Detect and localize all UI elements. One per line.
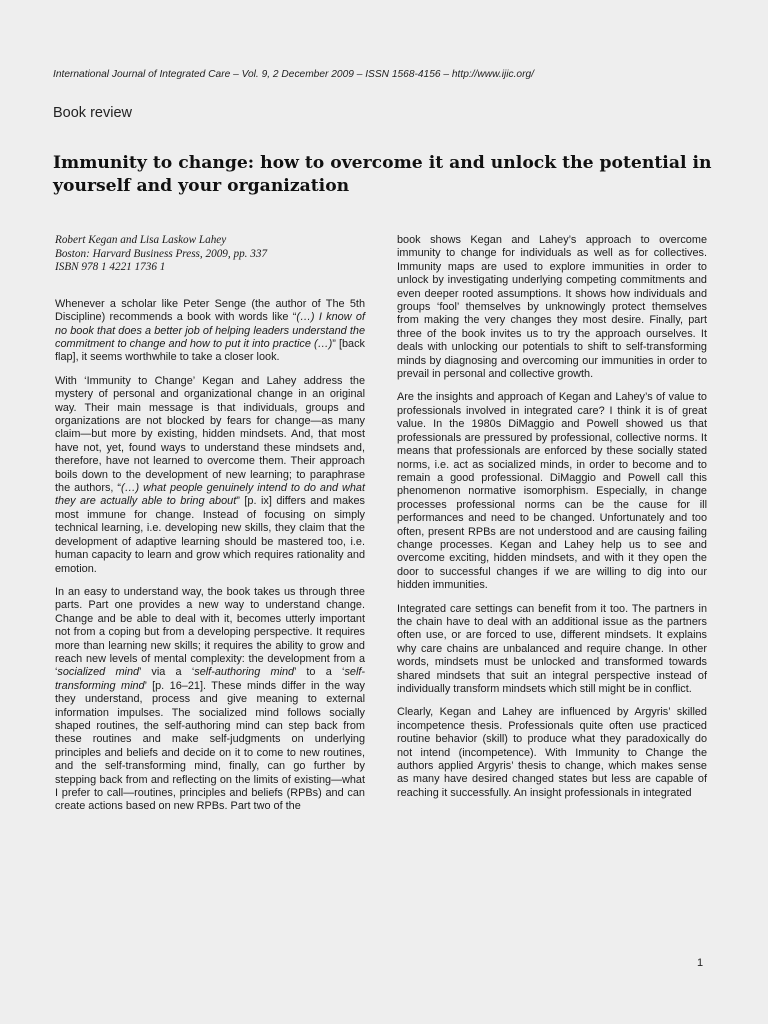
paragraph-5: Are the insights and approach of Kegan and Lahey’s of value to professionals involved in integrated care? I think it is of great value. In the 1980s DiMaggio and Powell showed us that professionals are pressured by professional, collective norms. It means that professionals are enforced by these socially stated norms, i.e. act as socialized minds, in order to become and to remain a good professional. DiMaggio and Powell call this phenomenon normative isomorphism. Especially, in change processes professional norms can be the cause for ill performances and need to be changed. Unfortunately and too often, present RPBs are not understood and are causing failing change processes. Kegan and Lahey help us to see and overcome exciting, hidden mindsets, and with it they open the door to successful changes if we are willing to dig into our hidden immunities. <box>397 391 707 592</box>
senge-quote: (…) I know of no book that does a better job of helping leaders understand the commitment to change and how to put it into practice (…) <box>55 311 365 350</box>
book-publisher: Boston: Harvard Business Press, 2009, pp. 337 <box>55 247 268 260</box>
paragraph-2: With ‘Immunity to Change’ Kegan and Lahey address the mystery of personal and organizational change in an original way. Their main message is that individuals, groups and organizations are not blocked by fears for change—as many claim—but more by existing, hidden mindsets. And, that most have not, yet, found ways to understand these mindsets and, therefore, have not learned to overcome them. Their approach boils down to the development of new learning; to paraphrase the authors, “(…) what people genuinely intend to do and what they are actually able to bring about” [p. ix] differs and makes most immune for change. Instead of focusing on simply technical learning, i.e. developing new skills, they claim that the development of adaptive learning should be mastered too, i.e. human capacity to learn and grow which requires rationality and emotion. <box>55 374 366 575</box>
term-socialized-mind: socialized mind <box>57 666 140 679</box>
authors-quote: (…) what people genuinely intend to do and what they are actually able to bring about <box>55 482 366 508</box>
paragraph-1: Whenever a scholar like Peter Senge (the author of The 5th Discipline) recommends a book with words like “(…) I know of no book that does a better job of helping leaders understand the commitment to change and how to put it into practice (…)” [back flap], it seems worthwhile to take a closer look. <box>55 297 366 364</box>
book-isbn: ISBN 978 1 4221 1736 1 <box>55 261 166 274</box>
section-label: Book review <box>53 105 132 121</box>
term-self-transforming-mind: self-transforming mind <box>55 666 366 692</box>
page-number: 1 <box>697 957 704 969</box>
book-authors: Robert Kegan and Lisa Laskow Lahey <box>55 234 227 246</box>
left-column <box>55 234 365 824</box>
paragraph-3: In an easy to understand way, the book takes us through three parts. Part one provides a new way to understand change. Change and be able to deal with it, becomes utterly important not from a coping but from a developing perspective. It requires more than learning new skills; it requires the ability to grow and reach new levels of mental complexity: the development from a ‘socialized mind’ via a ‘self-authoring mind’ to a ‘self-transforming mind’ [p. 16–21]. These minds differ in the way they understand, process and give meaning to external information impulses. The socialized mind follows socially shaped routines, the self-authoring mind can step back from these routines and make self-judgments on underlying principles and beliefs and decide on it to come to new routines, and the self-transforming mind, finally, can go further by stepping back from and reflecting on the limits of existing—what I prefer to call—routines, principles and beliefs (RPBs) and can create actions based on new RPBs. Part two of the <box>55 585 366 813</box>
right-column <box>397 234 707 810</box>
paragraph-4: book shows Kegan and Lahey’s approach to overcome immunity to change for individuals as well as for collectives. Immunity maps are used to explore immunities in order to unlock by investigating underlying competing commitments and even deeper rooted assumptions. It shows how individuals and groups ‘fool’ themselves by unknowingly protect themselves from making the very changes they most desire. Finally, part three of the book invites us to try the approach ourselves. It deals with unlocking our potentials to shift to self-transforming minds by diagnosing and overcoming our immunities in order to prevail in personal and collective growth. <box>397 234 707 381</box>
article-title: Immunity to change: how to overcome it and unlock the potential in yourself and your organization <box>53 153 712 196</box>
bibliographic-info <box>55 234 365 275</box>
term-self-authoring-mind: self-authoring mind <box>194 666 295 679</box>
paragraph-7: Clearly, Kegan and Lahey are influenced by Argyris’ skilled incompetence thesis. Professionals quite often use practiced routine behavior (skill) to produce what they paradoxically do not intend (incompetence). With Immunity to Change the authors applied Argyris’ thesis to change, which makes sense as many have desired changed states but less are capable of reaching it successfully. An insight professionals in integrated <box>397 706 707 799</box>
paragraph-6: Integrated care settings can benefit from it too. The partners in the chain have to deal with an additional issue as the partners often use, or are forced to use, different mindsets. It explains why care chains are unbalanced and require change. In other words, mindsets must be unlocked and transformed towards shared mindsets that suit an integral perspective instead of individually transform mindsets which still might be in conflict. <box>397 602 707 695</box>
running-header: International Journal of Integrated Care – Vol. 9, 2 December 2009 – ISSN 1568-4156 – http://www.ijic.org/ <box>53 69 534 80</box>
